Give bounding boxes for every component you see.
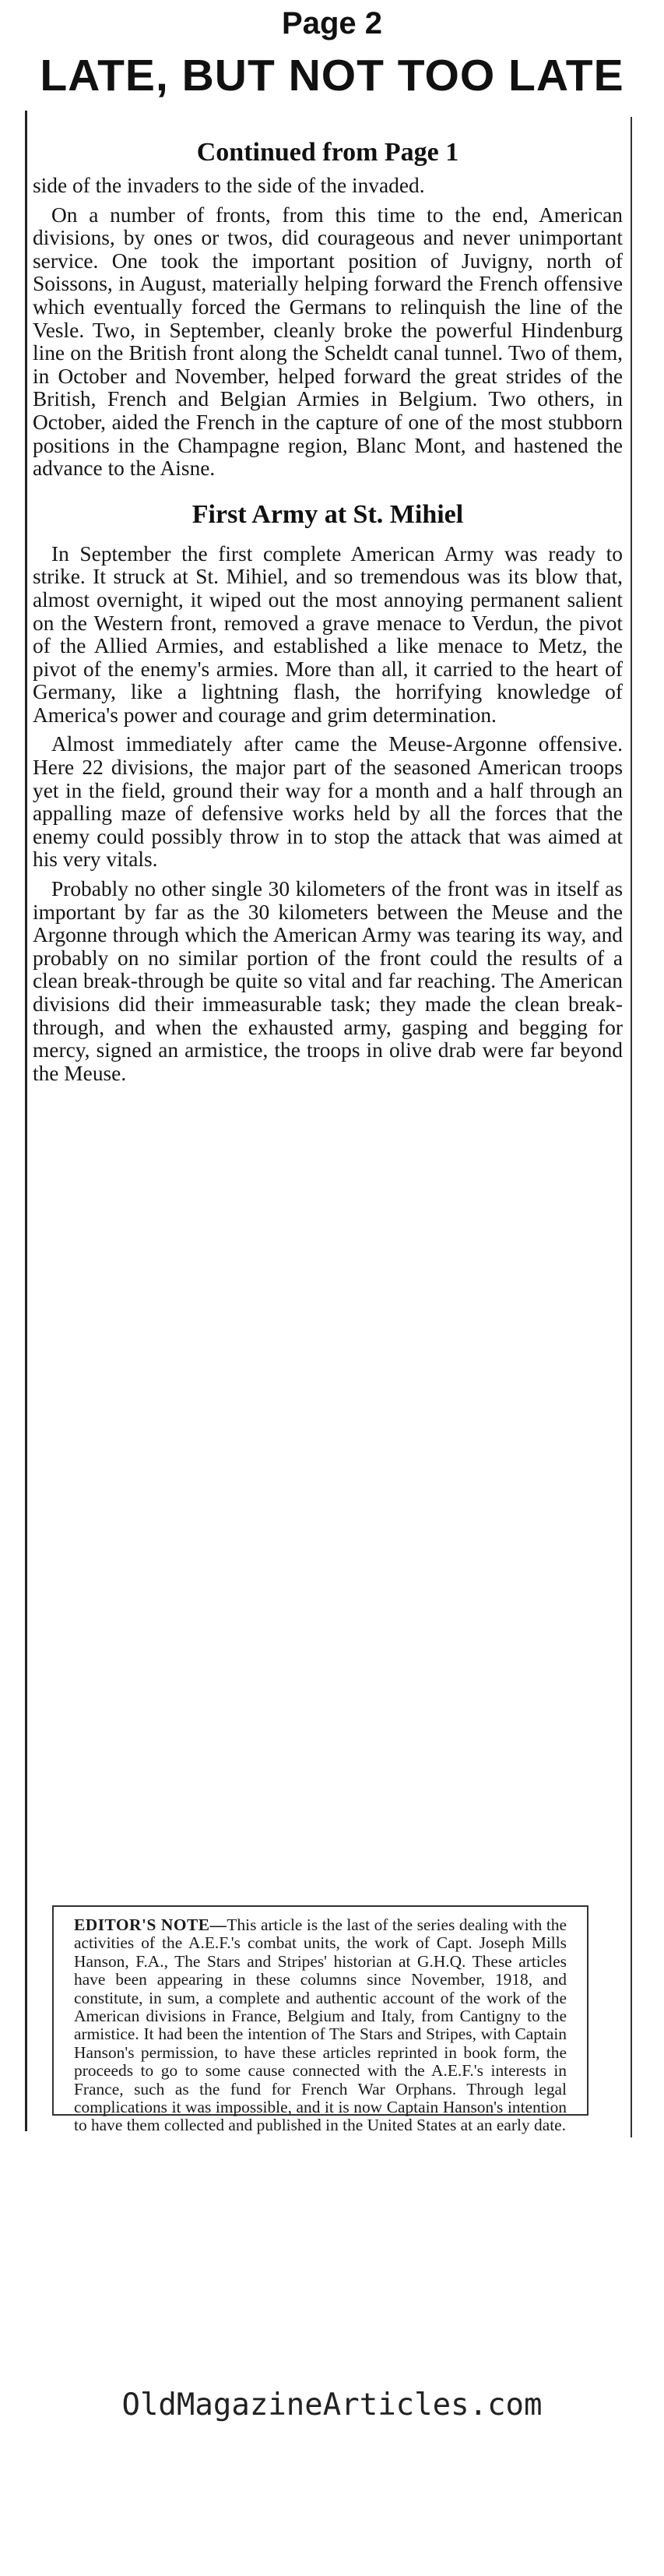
article-body bbox=[33, 137, 623, 1091]
article-paragraph: Almost immediately after came the Meuse-Argonne offensive. Here 22 divisions, the major part of the seasoned American troops yet in the field, ground their way for a month and a half through an appalling maze of defensive works held by all the forces that the enemy could possibly throw in to stop the attack that was aimed at his very vitals. bbox=[33, 732, 623, 872]
column-rule-right bbox=[631, 117, 632, 2137]
editors-note-box bbox=[52, 1905, 588, 2135]
article-headline: LATE, BUT NOT TOO LATE bbox=[40, 51, 624, 100]
section-heading-continued: Continued from Page 1 bbox=[196, 138, 459, 167]
article-paragraph: On a number of fronts, from this time to the end, American divisions, by ones or twos, did courageous and never unimportant service. One took the important position of Juvigny, north of Soissons, in August, materially helping forward the French offensive which eventually forced the Germans to relinquish the line of the Vesle. Two, in September, cleanly broke the powerful Hindenburg line on the British front along the Scheldt canal tunnel. Two of them, in October and November, helped forward the great strides of the British, French and Belgian Armies in Belgium. Two others, in October, aided the French in the capture of one of the most stubborn positions in the Champagne region, Blanc Mont, and hastened the advance to the Aisne. bbox=[33, 203, 623, 481]
column-rule-left bbox=[25, 111, 27, 2131]
article-paragraph: side of the invaders to the side of the invaded. bbox=[33, 174, 425, 197]
editors-note-label: EDITOR'S NOTE— bbox=[74, 1915, 227, 1934]
section-heading-first-army: First Army at St. Mihiel bbox=[191, 499, 464, 529]
page-number-label: Page 2 bbox=[282, 6, 382, 41]
editors-note-text: This article is the last of the series dealing with the activities of the A.E.F.'s combat units, the work of Capt. Joseph Mills Hanson, F.A., The Stars and Stripes' historian at G.H.Q. These articles have been appearing in these columns since November, 1918, and constitute, in sum, a complete and authentic account of the work of the American divisions in France, Belgium and Italy, from Cantigny to the armistice. It had been the intention of The Stars and Stripes, with Captain Hanson's permission, to have these articles reprinted in book form, the proceeds to go to some cause connected with the A.E.F.'s interests in France, such as the fund for French War Orphans. Through legal complications it was impossible, and it is now Captain Hanson's intention to have them collected and published in the United States at an early date. bbox=[74, 1915, 567, 2135]
article-paragraph: Probably no other single 30 kilometers of the front was in itself as important by far as the 30 kilometers between the Meuse and the Argonne through which the American Army was tearing its way, and probably on no similar portion of the front could the results of a clean break-through be quite so vital and far reaching. The American divisions did their immeasurable task; they made the clean break-through, and when the exhausted army, gasping and begging for mercy, signed an armistice, the troops in olive drab were far beyond the Meuse. bbox=[33, 877, 623, 1085]
source-credit: OldMagazineArticles.com bbox=[121, 2387, 543, 2423]
article-paragraph: In September the first complete American Army was ready to strike. It struck at St. Mihiel, and so tremendous was its blow that, almost overnight, it wiped out the most annoying permanent salient on the Western front, removed a grave menace to Verdun, the pivot of the Allied Armies, and established a like menace to Metz, the pivot of the enemy's armies. More than all, it carried to the heart of Germany, like a lightning flash, the horrifying knowledge of America's power and courage and grim determination. bbox=[33, 541, 623, 727]
